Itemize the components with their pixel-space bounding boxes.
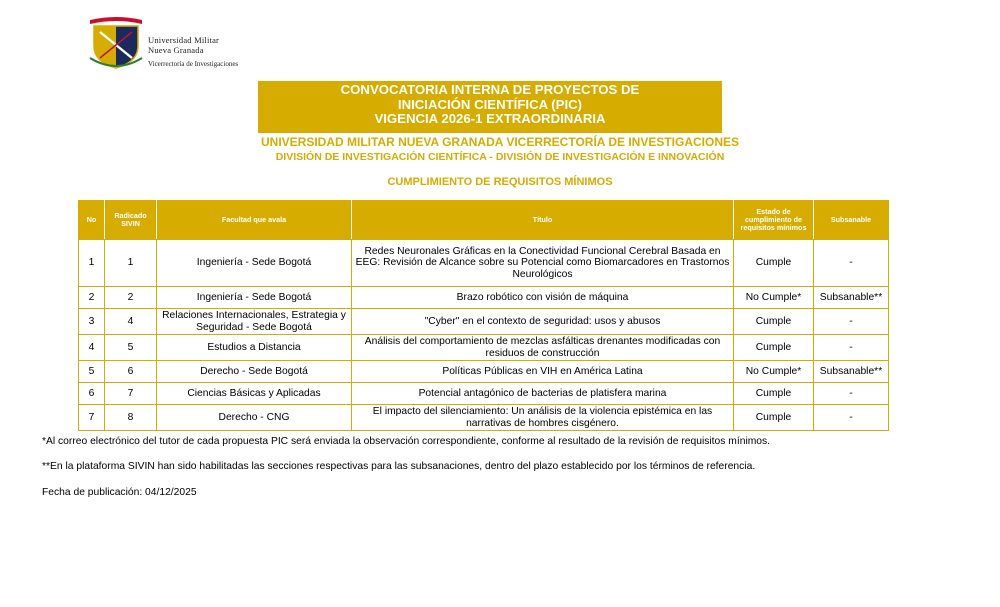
cell-estado: No Cumple* bbox=[734, 361, 814, 383]
cell-no: 4 bbox=[79, 335, 105, 361]
title-line-2: INICIACIÓN CIENTÍFICA (PIC) bbox=[397, 96, 583, 112]
subtitle-division: DIVISIÓN DE INVESTIGACIÓN CIENTÍFICA - DIVISIÓN DE INVESTIGACIÓN E INNOVACIÓN bbox=[275, 151, 725, 163]
cell-subsanable: - bbox=[814, 240, 889, 287]
table-row bbox=[79, 240, 889, 287]
cell-estado: Cumple bbox=[734, 405, 814, 431]
cell-no: 5 bbox=[79, 361, 105, 383]
header-facultad: Facultad que avala bbox=[157, 201, 352, 240]
requirements-table bbox=[78, 200, 889, 431]
title-line-1: CONVOCATORIA INTERNA DE PROYECTOS DE bbox=[340, 82, 640, 97]
cell-facultad: Ingeniería - Sede Bogotá bbox=[157, 287, 352, 309]
table-row bbox=[79, 309, 889, 335]
cell-estado: Cumple bbox=[734, 335, 814, 361]
cell-radicado: 2 bbox=[105, 287, 157, 309]
table-row bbox=[79, 405, 889, 431]
cell-subsanable: - bbox=[814, 383, 889, 405]
section-heading: CUMPLIMIENTO DE REQUISITOS MÍNIMOS bbox=[387, 176, 613, 188]
cell-no: 7 bbox=[79, 405, 105, 431]
header-no: No bbox=[79, 201, 105, 240]
header-radicado: Radicado SIVIN bbox=[105, 201, 157, 240]
cell-no: 6 bbox=[79, 383, 105, 405]
cell-subsanable: - bbox=[814, 335, 889, 361]
header-titulo: Título bbox=[352, 201, 734, 240]
cell-no: 2 bbox=[79, 287, 105, 309]
cell-subsanable: - bbox=[814, 309, 889, 335]
header-subsanable: Subsanable bbox=[814, 201, 889, 240]
cell-radicado: 1 bbox=[105, 240, 157, 287]
cell-radicado: 7 bbox=[105, 383, 157, 405]
logo-line-2: Nueva Granada bbox=[148, 45, 204, 55]
cell-radicado: 4 bbox=[105, 309, 157, 335]
cell-facultad: Derecho - Sede Bogotá bbox=[157, 361, 352, 383]
cell-facultad: Ingeniería - Sede Bogotá bbox=[157, 240, 352, 287]
cell-estado: Cumple bbox=[734, 383, 814, 405]
cell-radicado: 8 bbox=[105, 405, 157, 431]
cell-titulo: Potencial antagónico de bacterias de platisfera marina bbox=[352, 383, 734, 405]
publication-date: Fecha de publicación: 04/12/2025 bbox=[42, 487, 197, 498]
cell-estado: Cumple bbox=[734, 309, 814, 335]
cell-titulo: "Cyber" en el contexto de seguridad: usos y abusos bbox=[352, 309, 734, 335]
table-row bbox=[79, 361, 889, 383]
cell-no: 3 bbox=[79, 309, 105, 335]
header-estado: Estado de cumplimiento de requisitos mínimos bbox=[734, 201, 814, 240]
cell-titulo: Análisis del comportamiento de mezclas asfálticas drenantes modificadas con residuos de construcción bbox=[352, 335, 734, 361]
cell-facultad: Relaciones Internacionales, Estrategia y Seguridad - Sede Bogotá bbox=[157, 309, 352, 335]
cell-subsanable: Subsanable** bbox=[814, 361, 889, 383]
footnote-2: **En la plataforma SIVIN han sido habilitadas las secciones respectivas para las subsanaciones, dentro del plazo establecido por los términos de referencia. bbox=[42, 461, 756, 472]
cell-facultad: Derecho - CNG bbox=[157, 405, 352, 431]
logo-line-1: Universidad Militar bbox=[148, 35, 220, 45]
cell-radicado: 5 bbox=[105, 335, 157, 361]
table-row bbox=[79, 335, 889, 361]
cell-titulo: Políticas Públicas en VIH en América Latina bbox=[352, 361, 734, 383]
shield-crest-icon bbox=[86, 14, 146, 70]
title-line-3: VIGENCIA 2026-1 EXTRAORDINARIA bbox=[374, 111, 606, 127]
cell-subsanable: - bbox=[814, 405, 889, 431]
subtitle-university: UNIVERSIDAD MILITAR NUEVA GRANADA VICERRECTORÍA DE INVESTIGACIONES bbox=[260, 135, 740, 149]
cell-facultad: Estudios a Distancia bbox=[157, 335, 352, 361]
cell-titulo: Redes Neuronales Gráficas en la Conectividad Funcional Cerebral Basada en EEG: Revisión de Alcance sobre su Potencial como Biomarcadores en Trastornos Neurológicos bbox=[352, 240, 734, 287]
cell-subsanable: Subsanable** bbox=[814, 287, 889, 309]
cell-no: 1 bbox=[79, 240, 105, 287]
cell-estado: No Cumple* bbox=[734, 287, 814, 309]
cell-titulo: Brazo robótico con visión de máquina bbox=[352, 287, 734, 309]
logo-line-3: Vicerrectoría de Investigaciones bbox=[148, 60, 239, 68]
cell-radicado: 6 bbox=[105, 361, 157, 383]
cell-titulo: El impacto del silenciamiento: Un análisis de la violencia epistémica en las narrativas de hombres cisgénero. bbox=[352, 405, 734, 431]
table-row bbox=[79, 287, 889, 309]
title-banner bbox=[258, 81, 722, 133]
cell-estado: Cumple bbox=[734, 240, 814, 287]
table-header-row bbox=[79, 201, 889, 240]
footnote-1: *Al correo electrónico del tutor de cada propuesta PIC será enviada la observación correspondiente, conforme al resultado de la revisión de requisitos mínimos. bbox=[42, 436, 771, 447]
table-row bbox=[79, 383, 889, 405]
university-logo bbox=[84, 12, 244, 74]
cell-facultad: Ciencias Básicas y Aplicadas bbox=[157, 383, 352, 405]
